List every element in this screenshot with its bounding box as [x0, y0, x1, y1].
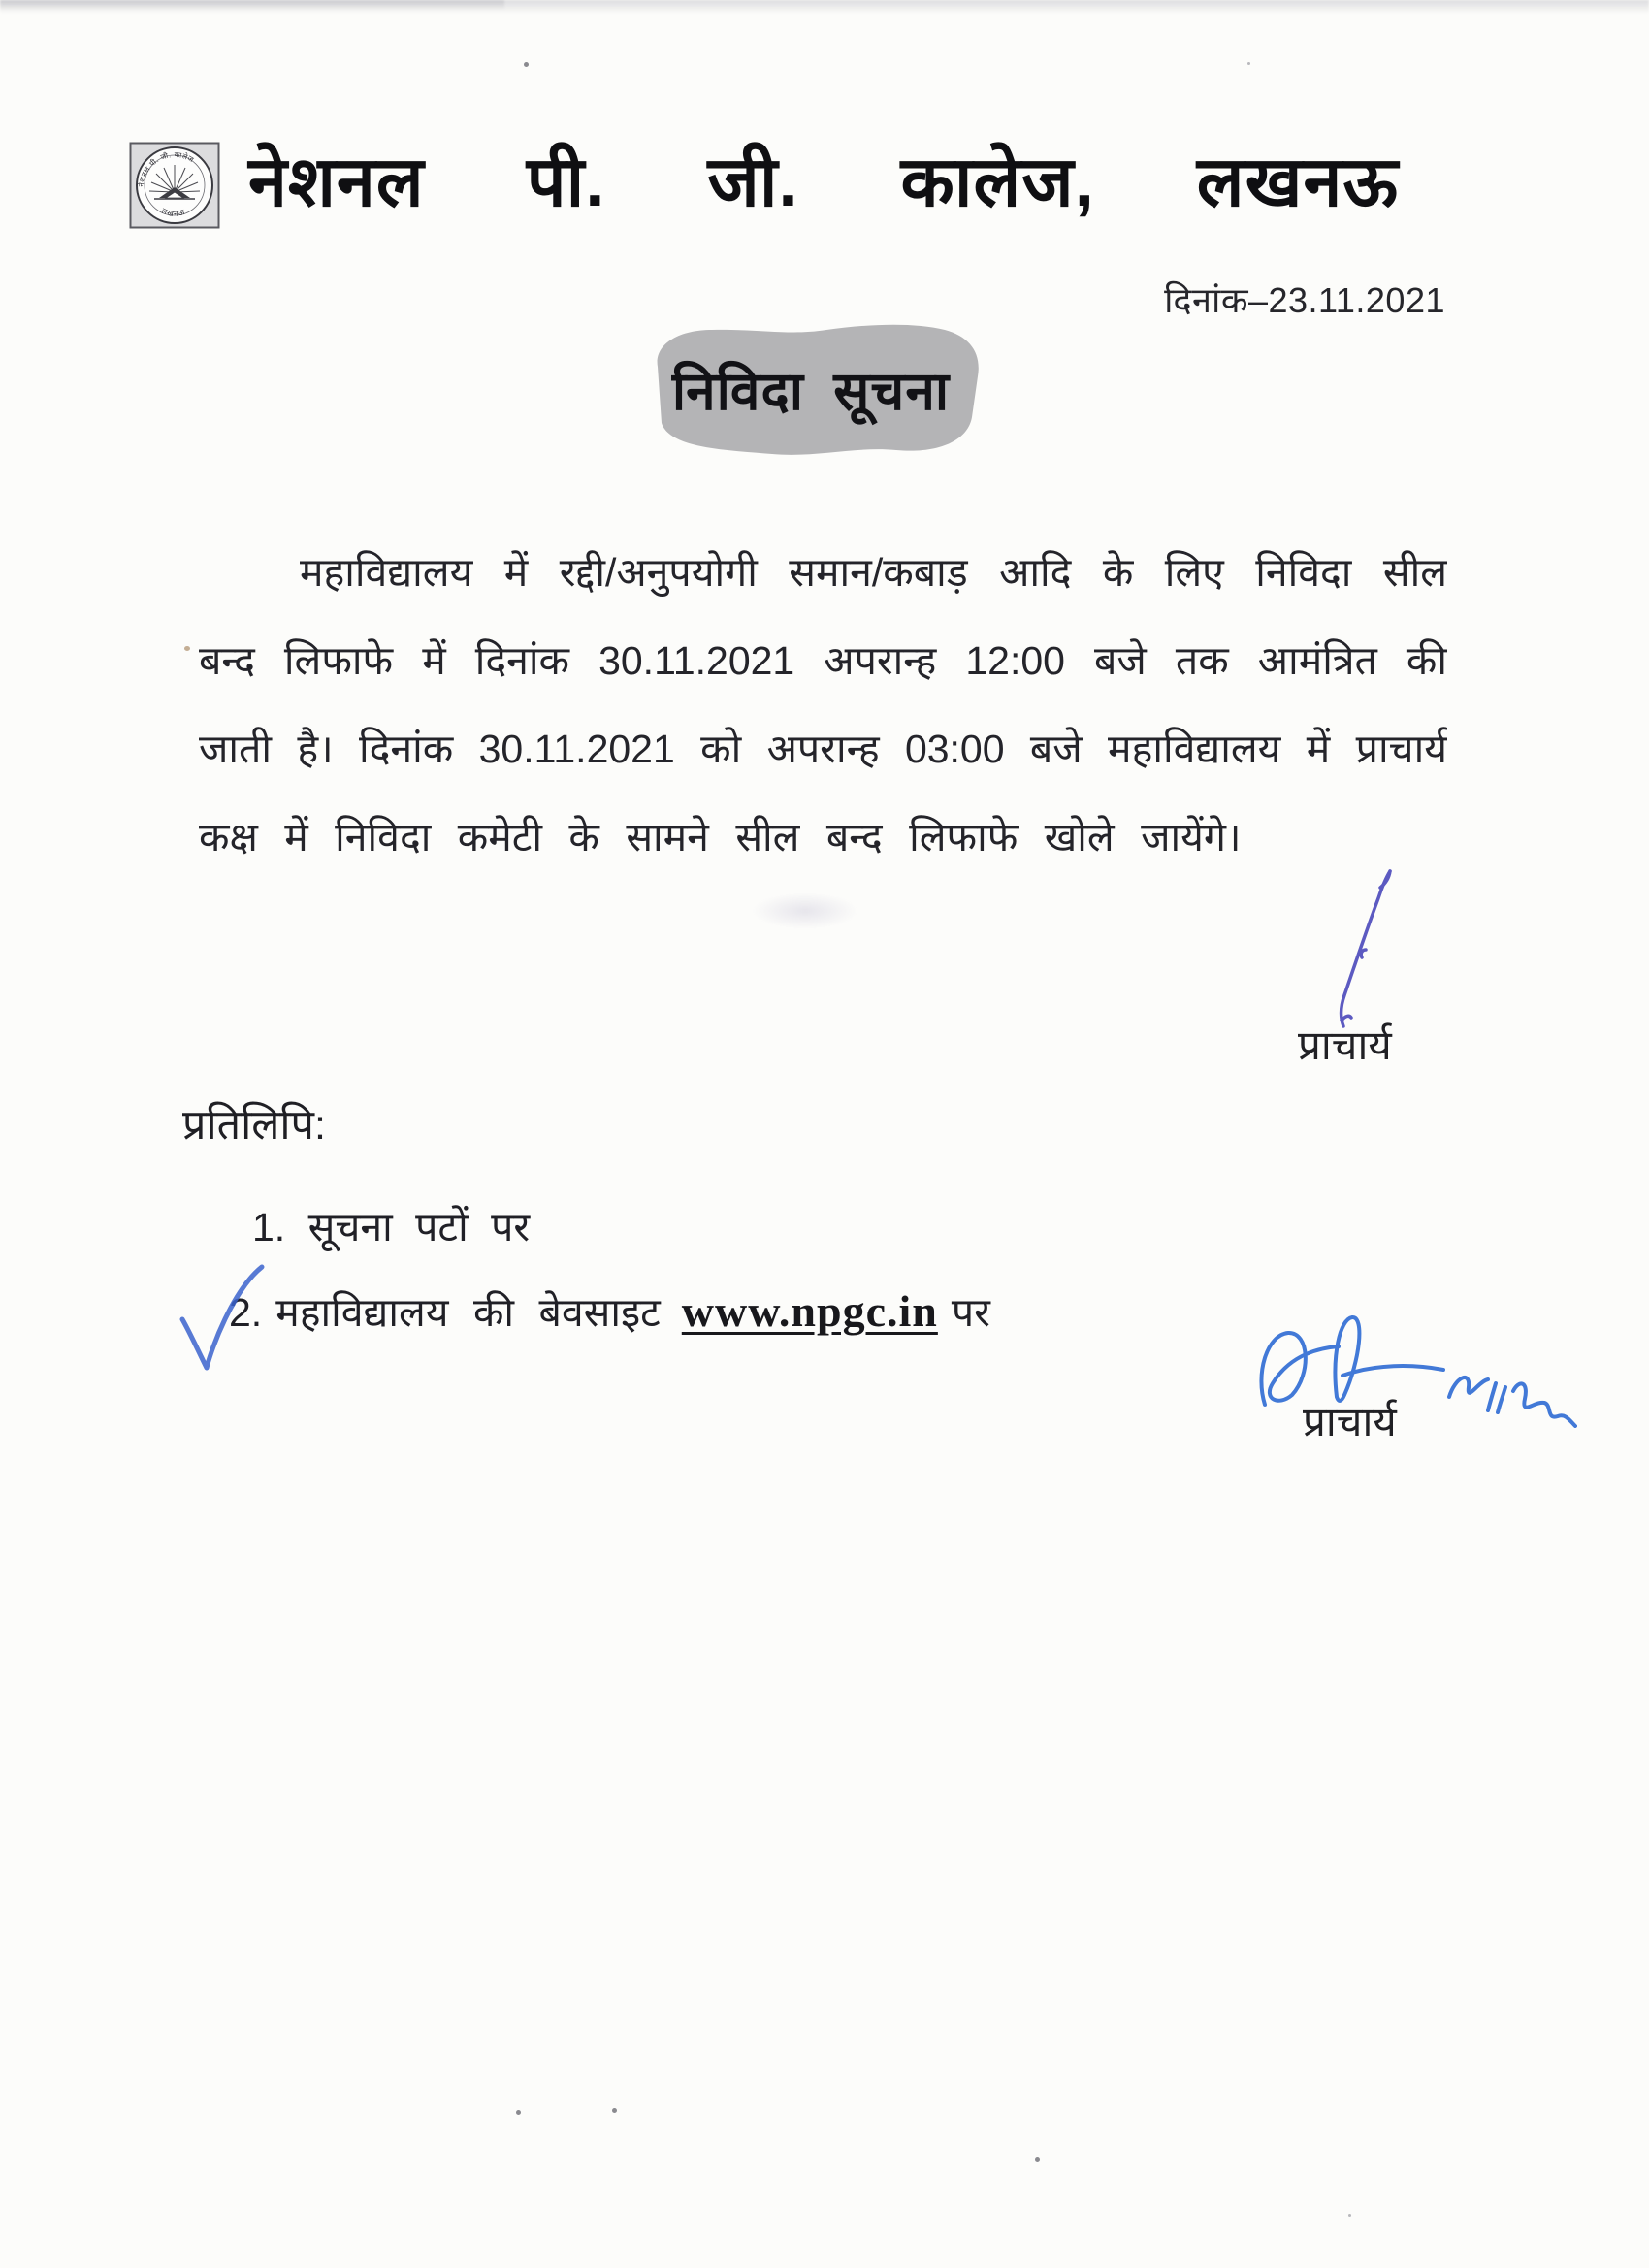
copy-item-1: [252, 1199, 530, 1253]
scan-speck: [1247, 62, 1250, 65]
scan-smudge: [752, 892, 858, 929]
scan-speck: [524, 62, 529, 67]
scan-noise-patch: [0, 0, 504, 10]
college-name-heading: नेशनल पी. जी. कालेज, लखनऊ: [248, 144, 1399, 221]
body-line-2: बन्द लिफाफे में दिनांक 30.11.2021 अपरान्ह 12:00 बजे तक आमंत्रित की: [199, 638, 1447, 683]
logo-arc-bottom-text: लखनऊ: [160, 206, 187, 219]
scan-speck: [1348, 2214, 1351, 2217]
college-logo-emblem: [129, 142, 220, 229]
college-website-link[interactable]: www.npgc.in: [681, 1286, 938, 1336]
scan-speck: [516, 2110, 521, 2115]
checkmark-ink: [175, 1259, 272, 1385]
body-line-1: महाविद्यालय में रद्दी/अनुपयोगी समान/कबाड़ आदि के लिए निविदा सील: [300, 550, 1447, 595]
copy-item-2: [229, 1284, 990, 1339]
scan-speck: [612, 2108, 617, 2113]
logo-arc-top-text: नेशनल पी. जी. कालेज: [136, 149, 196, 188]
copy-item-1-number: 1.: [252, 1205, 286, 1249]
signature-ink-stroke: [1311, 863, 1420, 1040]
copy-item-2-text: महाविद्यालय की बेवसाइट: [275, 1290, 661, 1335]
principal-designation-bottom: प्राचार्य: [1303, 1399, 1397, 1444]
copy-item-2-number: 2.: [229, 1290, 263, 1335]
copy-item-2-text-after: पर: [951, 1290, 990, 1335]
copy-item-1-text: सूचना पटों पर: [307, 1205, 531, 1249]
notice-body: [199, 529, 1447, 882]
notice-date: दिनांक–23.11.2021: [1164, 280, 1445, 320]
scan-speck: [184, 646, 190, 651]
copies-heading: प्रतिलिपि:: [182, 1102, 326, 1149]
body-line-3: जाती है। दिनांक 30.11.2021 को अपरान्ह 03:00 बजे महाविद्यालय में प्राचार्य: [199, 727, 1447, 771]
principal-designation-top: प्राचार्य: [1298, 1022, 1392, 1068]
body-line-4: कक्ष में निविदा कमेटी के सामने सील बन्द लिफाफे खोले जायेंगे।: [199, 815, 1242, 859]
notice-title-block: [636, 320, 1005, 464]
notice-title: निविदा सूचना: [671, 361, 951, 421]
scan-speck: [1035, 2157, 1040, 2162]
